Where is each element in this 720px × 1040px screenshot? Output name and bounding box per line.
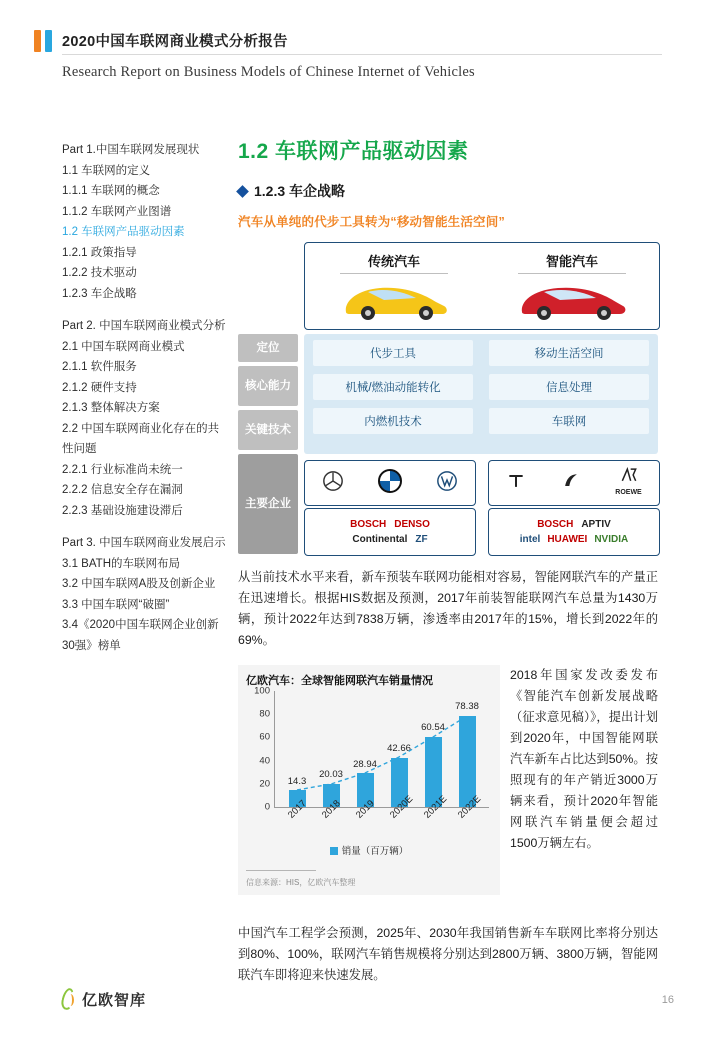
bar-value-2018: 20.03 <box>319 769 343 780</box>
column-header-smart: 智能汽车 <box>545 254 598 269</box>
chart-title: 亿欧汽车：全球智能网联汽车销量情况 <box>246 675 433 687</box>
y-tick: 100 <box>254 685 270 697</box>
bar-value-2017: 14.3 <box>287 776 307 787</box>
cell-key-smart: 车联网 <box>489 408 649 434</box>
denso-logo-icon: DENSO <box>394 518 430 530</box>
column-header-traditional: 传统汽车 <box>367 254 420 269</box>
legend-label: 销量（百万辆） <box>341 846 409 857</box>
toc-group <box>62 316 227 521</box>
continental-logo-icon: Continental <box>352 533 408 545</box>
y-tick: 80 <box>259 708 270 720</box>
toc-item[interactable]: 2.1.1 软件服务 <box>62 361 137 373</box>
toc-item[interactable]: 1.1 车联网的定义 <box>62 164 151 177</box>
toc-group <box>62 533 227 656</box>
y-tick: 40 <box>259 755 270 767</box>
y-axis <box>246 685 272 813</box>
bar-value-2020E: 42.66 <box>387 743 411 754</box>
chart-source: 信息来源：HIS，亿欧汽车整理 <box>246 878 356 887</box>
header-rule <box>340 273 448 274</box>
figure-body <box>238 334 658 554</box>
footer-logo <box>58 988 146 1010</box>
tesla-logo-icon <box>506 471 526 496</box>
logo-box-smart-oem <box>488 460 660 506</box>
x-tick: 2022E <box>456 793 484 821</box>
toc-item[interactable]: 30强》榜单 <box>62 639 121 652</box>
main-content <box>238 135 658 986</box>
toc-item[interactable]: 1.2.3 车企战略 <box>62 287 137 300</box>
toc-item[interactable]: 2.2.3 基础设施建设滞后 <box>62 504 183 517</box>
chart-block <box>238 665 658 905</box>
attributes-panel <box>304 334 658 454</box>
toc-item[interactable]: 3.4《2020中国车联网企业创新 <box>62 619 219 631</box>
toc-item-active[interactable]: 1.2 车联网产品驱动因素 <box>62 226 185 238</box>
sales-bar-chart <box>238 665 500 895</box>
volkswagen-logo-icon <box>436 470 458 497</box>
row-label-core-ability: 核心能力 <box>238 366 298 406</box>
toc-item[interactable]: 2.1 中国车联网商业模式 <box>62 340 185 353</box>
brand-mark-icon <box>34 30 54 52</box>
cell-positioning-traditional: 代步工具 <box>313 340 473 366</box>
toc-item[interactable]: Part 2. 中国车联网商业模式分析 <box>62 320 226 332</box>
toc-item[interactable]: 2.1.3 整体解决方案 <box>62 402 160 414</box>
body-paragraph-1: 从当前技术水平来看，新车预装车联网功能相对容易，智能网联汽车的产量正在迅速增长。根据HIS数据及预测，2017年前装智能联网汽车总量为1430万辆，预计2022年达到7838万辆，渗透率由2017年的15%，增长到2022年的69%。 <box>238 570 658 647</box>
toc-item[interactable]: Part 3. 中国车联网商业发展启示 <box>62 537 226 549</box>
mercedes-benz-logo-icon <box>322 470 344 497</box>
sub-section-label: 1.2.3 车企战略 <box>254 183 346 199</box>
row-label-main-companies: 主要企业 <box>238 454 298 554</box>
cell-core-smart: 信息处理 <box>489 374 649 400</box>
logo-box-smart-supplier <box>488 508 660 556</box>
toc-item[interactable]: Part 1.中国车联网发展现状 <box>62 144 200 156</box>
row-label-positioning: 定位 <box>238 334 298 362</box>
diamond-bullet-icon <box>236 185 249 198</box>
bar-value-2021E: 60.54 <box>421 722 445 733</box>
toc-item[interactable]: 2.2.1 行业标准尚未统一 <box>62 463 183 476</box>
page-header <box>0 22 720 90</box>
page-number: 16 <box>661 994 674 1006</box>
chart-side-text: 2018年国家发改委发布《智能汽车创新发展战略（征求意见稿）》，提出计划到2020年，中国智能网联汽车新车占比达到50%。按照现有的年产销近3000万辆来看，预计2020年智能网联汽车销量便会超过1500万辆左右。 <box>510 668 658 850</box>
toc-item[interactable]: 性问题 <box>62 443 97 455</box>
yellow-car-icon <box>334 276 454 322</box>
lead-statement: 汽车从单纯的代步工具转为“移动智能生活空间” <box>238 215 505 229</box>
bar-value-2019: 28.94 <box>353 759 377 770</box>
bosch-logo-icon: BOSCH <box>537 518 574 530</box>
x-tick: 2017 <box>286 798 309 821</box>
x-tick: 2018 <box>320 798 343 821</box>
y-tick: 0 <box>264 801 270 813</box>
toc-item[interactable]: 1.2.1 政策指导 <box>62 246 137 259</box>
bar-value-2022E: 78.38 <box>455 701 479 712</box>
figure-header-box <box>304 242 660 330</box>
header-divider <box>62 54 662 55</box>
legend-swatch-icon <box>330 847 338 855</box>
x-tick: 2019 <box>354 798 377 821</box>
roewe-logo-icon: ROEWE <box>615 467 641 499</box>
logo-box-traditional-supplier <box>304 508 476 556</box>
y-tick: 60 <box>259 731 270 743</box>
footer-logo-text: 亿欧智库 <box>82 991 147 1009</box>
toc-group <box>62 140 227 304</box>
row-label-key-tech: 关键技术 <box>238 410 298 450</box>
cell-core-traditional: 机械/燃油动能转化 <box>313 374 473 400</box>
intel-logo-icon: intel <box>519 533 541 545</box>
body-paragraph-2: 中国汽车工程学会预测，2025年、2030年我国销售新车车联网比率将分别达到80%、100%，联网汽车销售规模将分别达到2800万辆、3800万辆，智能网联汽车即将迎来快速发展。 <box>238 926 658 982</box>
toc-item[interactable]: 2.2.2 信息安全存在漏洞 <box>62 484 183 496</box>
toc-item[interactable]: 3.3 中国车联网“破圈” <box>62 598 170 611</box>
table-of-contents <box>62 140 227 668</box>
toc-item[interactable]: 3.2 中国车联网A股及创新企业 <box>62 578 216 590</box>
toc-item[interactable]: 3.1 BATH的车联网布局 <box>62 557 180 570</box>
sub-section-title <box>238 181 658 201</box>
header-rule <box>518 273 626 274</box>
aptiv-logo-icon: APTIV <box>581 518 611 530</box>
chart-plot-area <box>246 685 492 823</box>
x-tick: 2021E <box>422 793 450 821</box>
bosch-logo-icon: BOSCH <box>350 518 387 530</box>
bars-container <box>274 691 489 808</box>
trend-line <box>275 691 489 807</box>
row-label-column <box>238 334 298 554</box>
x-tick: 2020E <box>388 793 416 821</box>
cell-key-traditional: 内燃机技术 <box>313 408 473 434</box>
toc-item[interactable]: 2.1.2 硬件支持 <box>62 381 137 394</box>
toc-item[interactable]: 1.2.2 技术驱动 <box>62 267 137 279</box>
comparison-figure <box>238 242 658 554</box>
chart-legend <box>238 843 500 857</box>
huawei-logo-icon: HUAWEI <box>547 533 588 545</box>
toc-item[interactable]: 1.1.1 车联网的概念 <box>62 185 160 197</box>
bmw-logo-icon <box>378 469 402 497</box>
header-title-en: Research Report on Business Models of Chinese Internet of Vehicles <box>62 64 475 80</box>
yiou-logo-icon <box>58 988 76 1010</box>
page-title: 1.2 车联网产品驱动因素 <box>238 140 469 163</box>
zf-logo-icon: ZF <box>415 533 428 545</box>
cell-positioning-smart: 移动生活空间 <box>489 340 649 366</box>
toc-item[interactable]: 1.1.2 车联网产业图谱 <box>62 205 172 218</box>
source-divider <box>246 870 316 871</box>
nvidia-logo-icon: NVIDIA <box>594 533 629 545</box>
nio-logo-icon <box>561 471 581 496</box>
red-car-icon <box>512 276 632 322</box>
header-title-cn: 2020中国车联网商业模式分析报告 <box>62 34 288 50</box>
toc-item[interactable]: 2.2 中国车联网商业化存在的共 <box>62 422 220 435</box>
y-tick: 20 <box>259 778 270 790</box>
logo-box-traditional-oem <box>304 460 476 506</box>
